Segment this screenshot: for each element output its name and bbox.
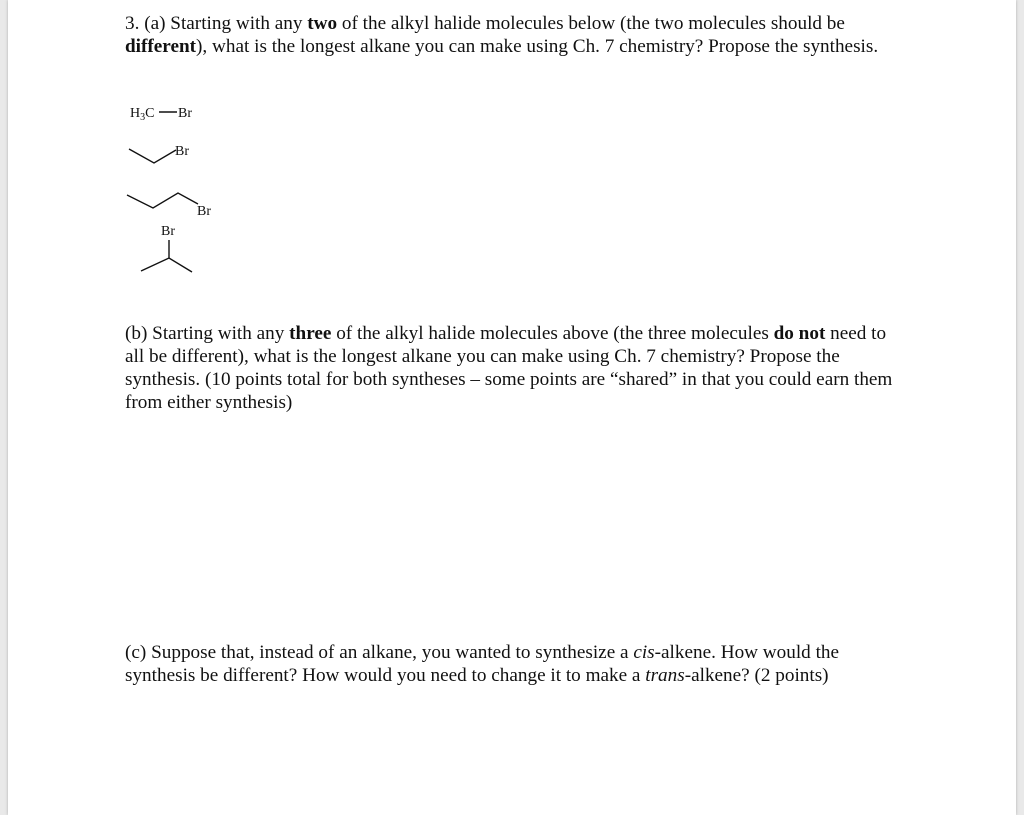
methyl-bromide-c: C: [145, 106, 155, 121]
ethyl-bromide-br: Br: [175, 144, 189, 159]
isopropyl-bromide-structure: [141, 224, 192, 272]
question-3a-text-1: 3. (a) Starting with any: [125, 13, 308, 34]
question-3a-text-3: ), what is the longest alkane you can make using Ch. 7 chemistry? Propose the synthesis.: [196, 36, 879, 57]
question-3c-text-2: -alkene. How would the synthesis be different? How would you need to change it to make a: [125, 642, 840, 686]
question-3c-italic-trans: trans: [645, 665, 685, 686]
svg-text:H3C: [130, 106, 154, 123]
methyl-bromide-structure: [130, 106, 192, 123]
methyl-bromide-subscript-3: 3: [140, 112, 146, 123]
question-3c-text-3: -alkene? (2 points): [684, 665, 829, 686]
isopropyl-bromide-skeleton: [141, 258, 192, 272]
question-3b-text-1: (b) Starting with any: [125, 323, 290, 344]
question-3c-text-1: (c) Suppose that, instead of an alkane, you wanted to synthesize a: [125, 642, 634, 663]
question-3b-bold-three: three: [289, 323, 332, 344]
ethyl-bromide-skeleton: [129, 149, 176, 163]
methyl-bromide-h: H: [130, 106, 141, 121]
question-3c: [125, 641, 885, 687]
propyl-bromide-structure: [127, 193, 211, 219]
propyl-bromide-br: Br: [197, 204, 211, 219]
question-3b-bold-do-not: do not: [773, 323, 826, 344]
question-3a-text-2: of the alkyl halide molecules below (the two molecules should be: [337, 13, 845, 34]
propyl-bromide-skeleton: [127, 193, 198, 208]
question-3a-bold-two: two: [307, 13, 338, 34]
isopropyl-bromide-br: Br: [161, 224, 175, 239]
question-3b: [125, 322, 900, 414]
question-3b-text-3: need to all be different), what is the longest alkane you can make using Ch. 7 chemistry? Propose the synthesis. (10 points total for both syntheses – some points are “shared” in that you could earn them from either synthesis): [125, 323, 893, 413]
question-3c-italic-cis: cis: [633, 642, 655, 663]
question-3b-text-2: of the alkyl halide molecules above (the three molecules: [331, 323, 774, 344]
document-page: [8, 0, 1016, 815]
question-3a-bold-different: different: [125, 36, 197, 57]
methyl-bromide-br: Br: [178, 106, 192, 121]
ethyl-bromide-structure: [129, 144, 189, 163]
